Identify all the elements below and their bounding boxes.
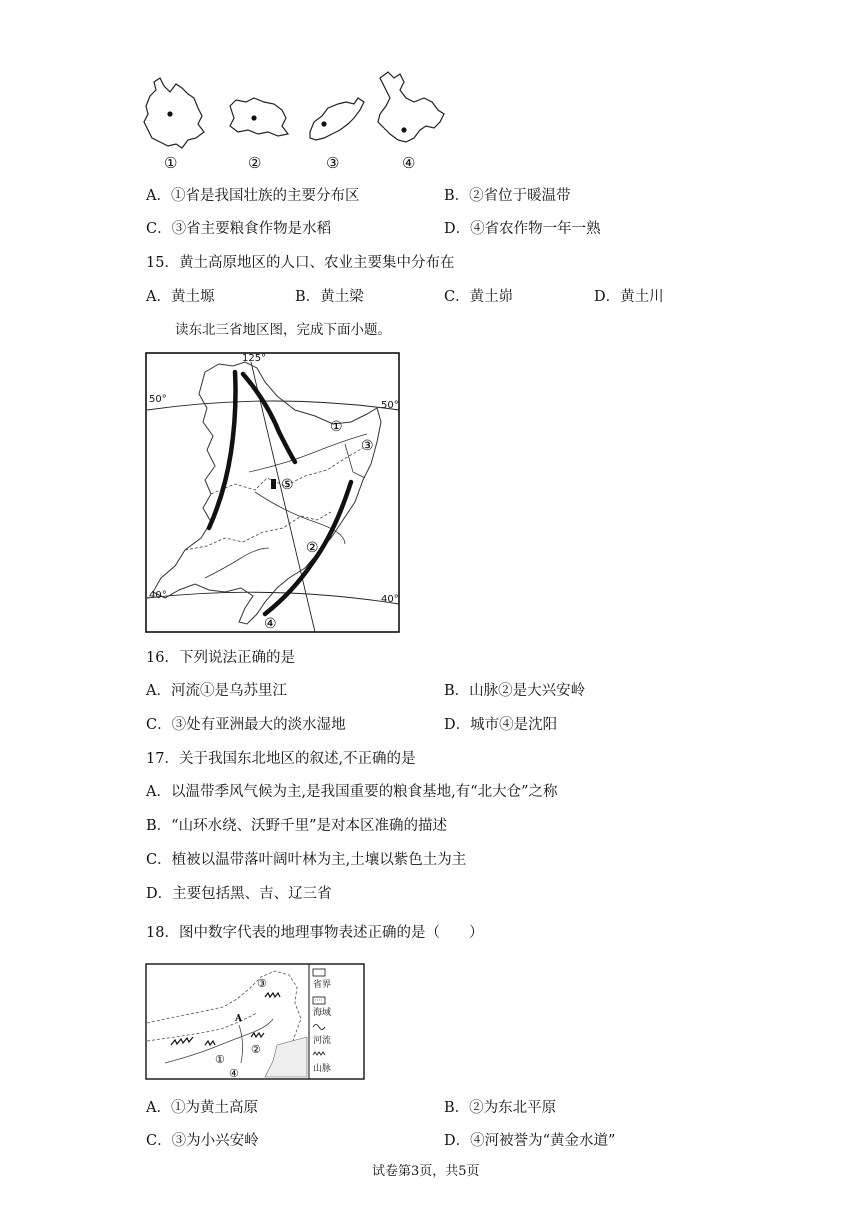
page-footer: 试卷第3页，共5页 (372, 1164, 480, 1179)
intro-northeast: 读东北三省地区图，完成下面小题。 (175, 322, 391, 338)
q18-stem: 18．图中数字代表的地理事物表述正确的是（ ） (146, 925, 484, 941)
q17-option-a: A．以温带季风气候为主,是我国重要的粮食基地,有“北大仓”之称 (146, 784, 558, 800)
province-shape-3 (310, 98, 364, 140)
small-map-marker-4: ④ (229, 1067, 239, 1080)
province-label-1: ① (164, 154, 178, 172)
q16-option-a: A．河流①是乌苏里江 (146, 683, 287, 699)
legend-label-4: 山脉 (313, 1064, 332, 1074)
legend-label-1: 省界 (313, 980, 332, 990)
lat-label-bottom-right: 40° (381, 594, 399, 605)
province-shapes-figure (138, 68, 448, 178)
q17-option-b: B．“山环水绕、沃野千里”是对本区准确的描述 (146, 818, 447, 834)
map-marker-5: ⑤ (281, 477, 294, 493)
q14-option-c: C．③省主要粮食作物是水稻 (146, 221, 332, 237)
province-shape-1 (144, 78, 204, 148)
q15-option-b: B．黄土梁 (295, 289, 364, 305)
lat-label-top-right: 50° (381, 400, 399, 411)
q18-map (145, 963, 365, 1081)
map-marker-4: ④ (264, 616, 277, 632)
province-label-2: ② (248, 154, 262, 172)
legend-label-3: 河流 (313, 1036, 332, 1046)
q14-option-a: A．①省是我国壮族的主要分布区 (146, 188, 360, 204)
lat-label-top-left: 50° (149, 394, 167, 405)
map-marker-3: ③ (361, 438, 374, 454)
province-shape-2 (230, 98, 288, 136)
legend-label-2: 海域 (313, 1008, 332, 1018)
q18-option-a: A．①为黄土高原 (146, 1100, 258, 1116)
q16-option-b: B．山脉②是大兴安岭 (444, 683, 586, 699)
map-marker-1: ① (330, 419, 343, 435)
q17-option-c: C．植被以温带落叶阔叶林为主,土壤以紫色土为主 (146, 852, 467, 868)
province-label-4: ④ (402, 154, 416, 172)
northeast-map (145, 352, 401, 634)
q14-option-b: B．②省位于暖温带 (444, 188, 571, 204)
small-map-marker-1: ① (215, 1053, 225, 1066)
q18-option-d: D．④河被誉为“黄金水道” (444, 1133, 616, 1149)
q15-stem: 15．黄土高原地区的人口、农业主要集中分布在 (146, 255, 455, 271)
q16-option-c: C．③处有亚洲最大的淡水湿地 (146, 717, 346, 733)
q17-option-d: D．主要包括黑、吉、辽三省 (146, 886, 332, 902)
q15-option-d: D．黄土川 (594, 289, 664, 305)
map-marker-2: ② (306, 540, 319, 556)
q14-option-d: D．④省农作物一年一熟 (444, 221, 601, 237)
small-map-marker-2: ② (251, 1043, 261, 1056)
lat-label-bottom-left: 40° (149, 590, 167, 601)
small-map-marker-3: ③ (257, 977, 267, 990)
q15-option-a: A．黄土塬 (146, 289, 215, 305)
meridian-label: 125° (242, 353, 267, 364)
province-label-3: ③ (326, 154, 340, 172)
q15-option-c: C．黄土峁 (444, 289, 514, 305)
q18-option-c: C．③为小兴安岭 (146, 1133, 259, 1149)
province-shape-4 (378, 72, 444, 142)
q16-option-d: D．城市④是沈阳 (444, 717, 558, 733)
small-map-point-a: A (235, 1014, 242, 1024)
q16-stem: 16．下列说法正确的是 (146, 650, 295, 666)
q18-option-b: B．②为东北平原 (444, 1100, 557, 1116)
q17-stem: 17．关于我国东北地区的叙述,不正确的是 (146, 751, 416, 767)
